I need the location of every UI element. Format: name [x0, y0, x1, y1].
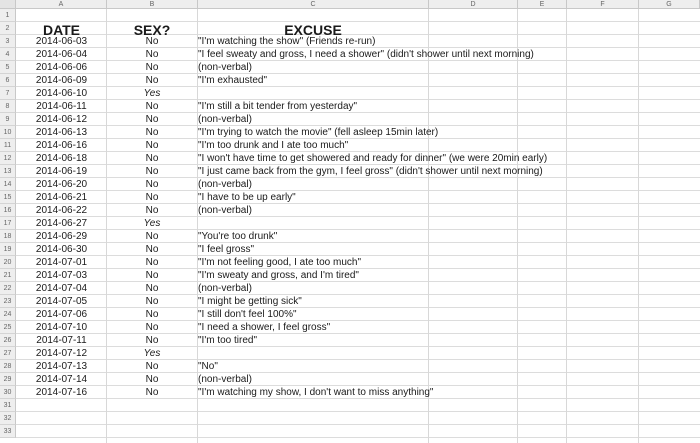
date-cell[interactable]: 2014-06-03 — [35, 36, 88, 47]
sex-cell[interactable]: No — [145, 153, 159, 164]
sex-cell[interactable]: No — [145, 335, 159, 346]
row-header[interactable]: 27 — [0, 347, 16, 360]
row-gridline — [16, 411, 700, 412]
excuse-cell[interactable]: "I have to be up early" — [198, 192, 296, 203]
date-cell[interactable]: 2014-07-13 — [35, 361, 88, 372]
date-cell[interactable]: 2014-06-06 — [35, 62, 88, 73]
date-cell[interactable]: 2014-06-12 — [35, 114, 88, 125]
date-cell[interactable]: 2014-06-22 — [35, 205, 88, 216]
sex-cell[interactable]: No — [145, 244, 159, 255]
sex-cell[interactable]: No — [145, 62, 159, 73]
column-gridline — [428, 9, 429, 443]
row-header[interactable]: 3 — [0, 35, 16, 48]
row-header[interactable]: 12 — [0, 152, 16, 165]
excuse-cell[interactable]: "I'm exhausted" — [198, 75, 268, 86]
row-header[interactable]: 14 — [0, 178, 16, 191]
date-cell[interactable]: 2014-06-11 — [36, 101, 87, 112]
select-all-corner[interactable] — [0, 0, 16, 9]
sex-cell[interactable]: No — [145, 49, 159, 60]
sex-cell[interactable]: No — [145, 205, 159, 216]
column-gridline — [638, 9, 639, 443]
date-cell[interactable]: 2014-06-13 — [35, 127, 88, 138]
excuse-cell[interactable]: (non-verbal) — [198, 283, 252, 294]
sex-cell[interactable]: No — [145, 231, 159, 242]
excuse-cell[interactable]: "I'm watching my show, I don't want to miss anything" — [198, 387, 434, 398]
row-header[interactable]: 22 — [0, 282, 16, 295]
sex-cell[interactable]: No — [145, 309, 159, 320]
row-gridline — [16, 424, 700, 425]
excuse-cell[interactable]: "No" — [198, 361, 218, 372]
excuse-cell[interactable]: "You're too drunk" — [198, 231, 278, 242]
sex-cell[interactable]: No — [145, 166, 159, 177]
column-gridline — [517, 9, 518, 443]
sex-cell[interactable]: No — [145, 127, 159, 138]
date-cell[interactable]: 2014-06-21 — [35, 192, 88, 203]
sex-cell[interactable]: No — [145, 387, 159, 398]
date-cell[interactable]: 2014-06-09 — [35, 75, 88, 86]
column-header-c[interactable]: C — [198, 0, 429, 9]
row-header[interactable]: 15 — [0, 191, 16, 204]
row-header[interactable]: 19 — [0, 243, 16, 256]
sex-cell[interactable]: No — [145, 192, 159, 203]
sex-cell[interactable]: No — [145, 114, 159, 125]
excuse-cell[interactable]: "I'm sweaty and gross, and I'm tired" — [198, 270, 359, 281]
sex-cell[interactable]: No — [145, 101, 159, 112]
date-cell[interactable]: 2014-06-30 — [35, 244, 88, 255]
date-cell[interactable]: 2014-07-11 — [36, 335, 87, 346]
excuse-cell[interactable]: "I feel sweaty and gross, I need a shower" (didn't shower until next morning) — [198, 49, 534, 60]
excuse-cell[interactable]: "I still don't feel 100%" — [198, 309, 297, 320]
row-header[interactable]: 9 — [0, 113, 16, 126]
row-header[interactable]: 20 — [0, 256, 16, 269]
date-cell[interactable]: 2014-07-03 — [35, 270, 88, 281]
row-header[interactable]: 30 — [0, 386, 16, 399]
date-cell[interactable]: 2014-07-01 — [35, 257, 88, 268]
sex-cell[interactable]: Yes — [143, 88, 161, 99]
sex-cell[interactable]: No — [145, 283, 159, 294]
row-header[interactable]: 28 — [0, 360, 16, 373]
date-cell[interactable]: 2014-06-04 — [35, 49, 88, 60]
date-cell[interactable]: 2014-07-10 — [35, 322, 88, 333]
row-header[interactable]: 29 — [0, 373, 16, 386]
column-header-g[interactable]: G — [639, 0, 700, 9]
excuse-cell[interactable]: "I feel gross" — [198, 244, 255, 255]
sex-cell[interactable]: No — [145, 257, 159, 268]
date-cell[interactable]: 2014-06-20 — [35, 179, 88, 190]
date-cell[interactable]: 2014-07-06 — [35, 309, 88, 320]
sex-cell[interactable]: Yes — [143, 348, 161, 359]
row-header[interactable]: 6 — [0, 74, 16, 87]
excuse-cell[interactable]: "I just came back from the gym, I feel gross" (didn't shower until next morning) — [198, 166, 543, 177]
excuse-cell[interactable]: (non-verbal) — [198, 114, 252, 125]
row-header[interactable]: 5 — [0, 61, 16, 74]
row-header[interactable]: 24 — [0, 308, 16, 321]
sex-cell[interactable]: No — [145, 140, 159, 151]
sex-cell[interactable]: No — [145, 270, 159, 281]
row-header[interactable]: 13 — [0, 165, 16, 178]
row-header[interactable]: 32 — [0, 412, 16, 425]
header-sex[interactable]: SEX? — [133, 22, 171, 38]
date-cell[interactable]: 2014-07-14 — [35, 374, 88, 385]
row-header[interactable]: 2 — [0, 22, 16, 35]
excuse-cell[interactable]: "I won't have time to get showered and ready for dinner" (we were 20min early) — [198, 153, 548, 164]
excuse-cell[interactable]: (non-verbal) — [198, 179, 252, 190]
excuse-cell[interactable]: "I'm still a bit tender from yesterday" — [198, 101, 358, 112]
date-cell[interactable]: 2014-06-19 — [35, 166, 88, 177]
sex-cell[interactable]: No — [145, 296, 159, 307]
header-excuse[interactable]: EXCUSE — [284, 22, 342, 38]
row-header[interactable]: 31 — [0, 399, 16, 412]
excuse-cell[interactable]: "I need a shower, I feel gross" — [198, 322, 331, 333]
sex-cell[interactable]: No — [145, 374, 159, 385]
row-header[interactable]: 33 — [0, 425, 16, 438]
date-cell[interactable]: 2014-07-12 — [35, 348, 88, 359]
date-cell[interactable]: 2014-06-10 — [35, 88, 88, 99]
sex-cell[interactable]: No — [145, 179, 159, 190]
column-header-d[interactable]: D — [429, 0, 518, 9]
excuse-cell[interactable]: "I'm watching the show" (Friends re-run) — [198, 36, 376, 47]
date-cell[interactable]: 2014-07-05 — [35, 296, 88, 307]
row-header[interactable]: 25 — [0, 321, 16, 334]
column-header-e[interactable]: E — [518, 0, 567, 9]
row-header[interactable]: 16 — [0, 204, 16, 217]
row-header[interactable]: 21 — [0, 269, 16, 282]
row-header[interactable]: 17 — [0, 217, 16, 230]
excuse-cell[interactable]: "I might be getting sick" — [198, 296, 302, 307]
sex-cell[interactable]: No — [145, 36, 159, 47]
row-header[interactable]: 1 — [0, 9, 16, 22]
sex-cell[interactable]: No — [145, 361, 159, 372]
row-header[interactable]: 7 — [0, 87, 16, 100]
excuse-cell[interactable]: "I'm trying to watch the movie" (fell asleep 15min later) — [198, 127, 439, 138]
date-cell[interactable]: 2014-06-16 — [35, 140, 88, 151]
date-cell[interactable]: 2014-06-29 — [35, 231, 88, 242]
excuse-cell[interactable]: (non-verbal) — [198, 374, 252, 385]
row-gridline — [16, 437, 700, 438]
date-cell[interactable]: 2014-06-27 — [35, 218, 88, 229]
excuse-cell[interactable]: "I'm too drunk and I ate too much" — [198, 140, 349, 151]
sex-cell[interactable]: Yes — [143, 218, 161, 229]
row-header[interactable]: 8 — [0, 100, 16, 113]
date-cell[interactable]: 2014-06-18 — [35, 153, 88, 164]
excuse-cell[interactable]: (non-verbal) — [198, 62, 252, 73]
header-date[interactable]: DATE — [42, 22, 81, 38]
excuse-cell[interactable]: "I'm too tired" — [198, 335, 258, 346]
row-header[interactable]: 10 — [0, 126, 16, 139]
column-gridline — [566, 9, 567, 443]
date-cell[interactable]: 2014-07-04 — [35, 283, 88, 294]
row-header[interactable]: 23 — [0, 295, 16, 308]
column-header-f[interactable]: F — [567, 0, 639, 9]
sex-cell[interactable]: No — [145, 75, 159, 86]
excuse-cell[interactable]: "I'm not feeling good, I ate too much" — [198, 257, 361, 268]
excuse-cell[interactable]: (non-verbal) — [198, 205, 252, 216]
row-header[interactable]: 18 — [0, 230, 16, 243]
row-header[interactable]: 4 — [0, 48, 16, 61]
column-header-a[interactable]: A — [16, 0, 107, 9]
row-header[interactable]: 26 — [0, 334, 16, 347]
date-cell[interactable]: 2014-07-16 — [35, 387, 88, 398]
row-header[interactable]: 11 — [0, 139, 16, 152]
sex-cell[interactable]: No — [145, 322, 159, 333]
column-header-b[interactable]: B — [107, 0, 198, 9]
